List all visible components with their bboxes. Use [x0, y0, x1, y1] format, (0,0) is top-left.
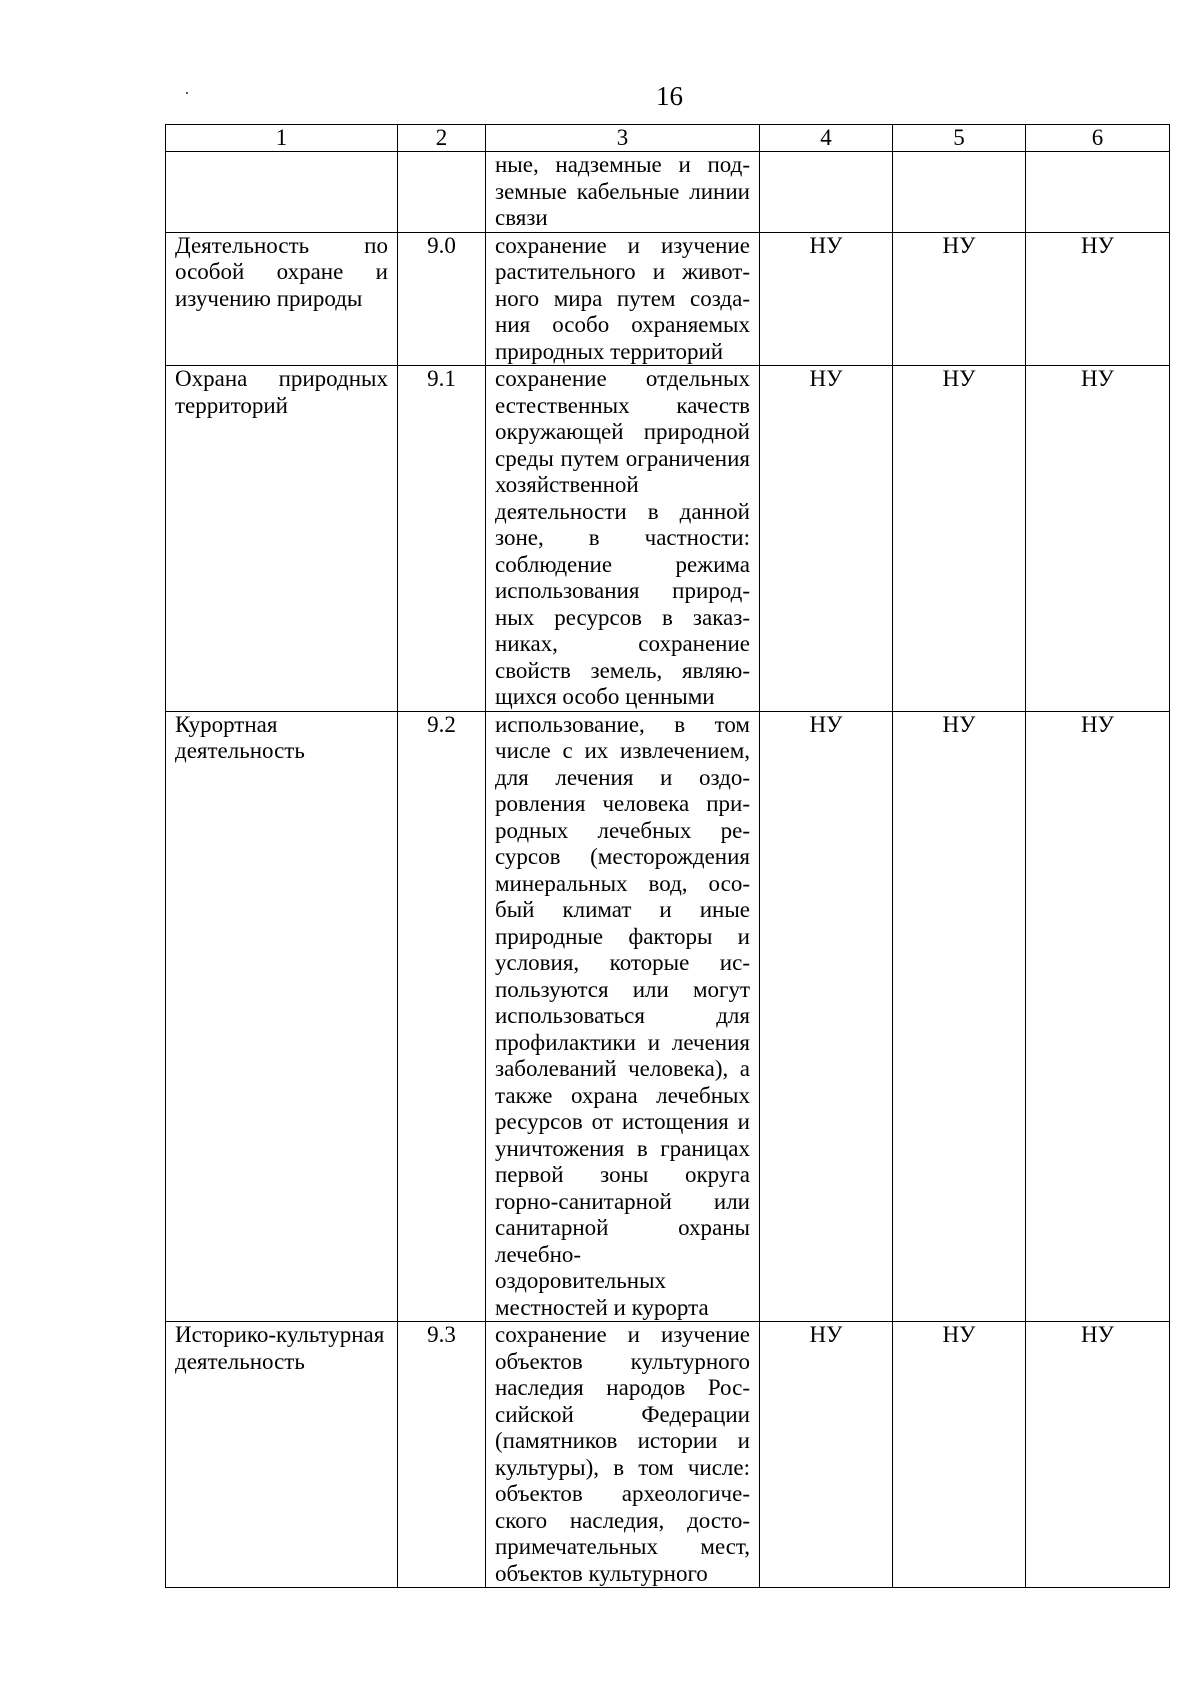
column-4-value: НУ [760, 1322, 893, 1588]
use-code-cell: 9.1 [398, 366, 486, 712]
header-cell-3: 3 [486, 125, 760, 152]
use-description-cell: сохранение отдельных естественных качеств окружающей природной среды путем ограничения хозяйственной деятельности в данной зоне, в частности: соблюдение режима использования природных ресурсов в заказниках, сохранение свойств земель, являющихся особо ценными [486, 366, 760, 712]
column-6-value: НУ [1026, 1322, 1170, 1588]
use-name-cell [166, 152, 398, 233]
column-4-value [760, 152, 893, 233]
header-cell-4: 4 [760, 125, 893, 152]
header-cell-1: 1 [166, 125, 398, 152]
column-5-value: НУ [893, 711, 1026, 1322]
use-description-cell: использование, в том числе с их извлечением, для лечения и оздоровления человека природных лечебных ресурсов (месторождения минеральных вод, особый климат и иные природные факторы и условия, которые используются или могут использоваться для профилактики и лечения заболеваний человека), а также охрана лечебных ресурсов от истощения и уничтожения в границах первой зоны округа горно-санитарной или санитарной охраны лечебно-оздоровительных местностей и курорта [486, 711, 760, 1322]
column-4-value: НУ [760, 366, 893, 712]
use-description-cell: сохранение и изучение растительного и животного мира путем создания особо охраняемых природных территорий [486, 232, 760, 366]
table-row [166, 232, 1170, 366]
table-row [166, 711, 1170, 1322]
use-code-cell: 9.0 [398, 232, 486, 366]
column-4-value: НУ [760, 232, 893, 366]
use-code-cell: 9.2 [398, 711, 486, 1322]
header-cell-2: 2 [398, 125, 486, 152]
use-name-cell: Историко-культурная деятельность [166, 1322, 398, 1588]
column-6-value: НУ [1026, 711, 1170, 1322]
use-name-cell: Деятельность по особой охране и изучению природы [166, 232, 398, 366]
column-5-value: НУ [893, 1322, 1026, 1588]
use-description-cell: сохранение и изучение объектов культурного наследия народов Российской Федерации (памятников истории и культуры), в том числе: объектов археологического наследия, достопримечательных мест, объектов культурного [486, 1322, 760, 1588]
use-description-cell: ные, надземные и подземные кабельные линии связи [486, 152, 760, 233]
column-5-value: НУ [893, 232, 1026, 366]
column-6-value: НУ [1026, 366, 1170, 712]
column-6-value [1026, 152, 1170, 233]
table-row [166, 366, 1170, 712]
use-name-cell: Курортная деятельность [166, 711, 398, 1322]
land-use-table [165, 124, 1170, 1588]
table-row [166, 152, 1170, 233]
column-4-value: НУ [760, 711, 893, 1322]
column-5-value [893, 152, 1026, 233]
use-code-cell [398, 152, 486, 233]
table-row [166, 1322, 1170, 1588]
header-cell-5: 5 [893, 125, 1026, 152]
use-code-cell: 9.3 [398, 1322, 486, 1588]
page-number: 16 [656, 81, 683, 111]
header-cell-6: 6 [1026, 125, 1170, 152]
table-header-row [166, 125, 1170, 152]
use-name-cell: Охрана природных территорий [166, 366, 398, 712]
column-6-value: НУ [1026, 232, 1170, 366]
column-5-value: НУ [893, 366, 1026, 712]
